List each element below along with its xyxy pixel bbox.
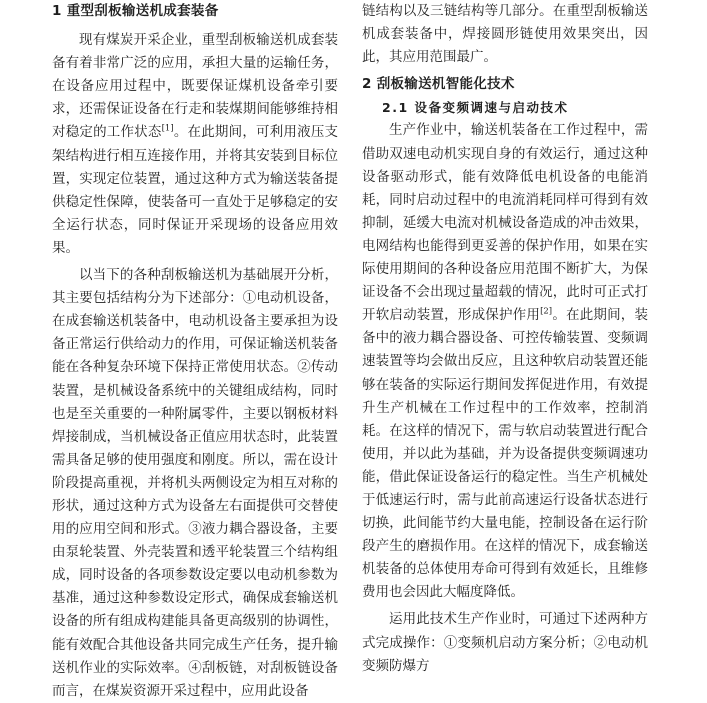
paragraph-frequency <box>362 119 648 604</box>
paragraph-intro <box>52 29 338 260</box>
paragraph-frequency-text: 生产作业中，输送机装备在工作过程中，需借助双速电动机实现自身的有效运行，通过这种设备驱动形式，能有效降低电机设备的电能消耗，同时启动过程中的电流消耗同样可得到有效抑制，延缓大电流对机械设备造成的冲击效果，电网结构也能得到更妥善的保护作用，如果在实际使用期间的各种设备应用范围不断扩大，为保证设备不会出现过量超载的情况，此时可正式打开软启动装置，形成保护作用 <box>362 122 648 324</box>
paragraph-methods: 运用此技术生产作业时，可通过下述两种方式完成操作：①变频机启动方案分析；②电动机变频防爆方 <box>362 611 648 674</box>
paragraph-intro-text: 现有煤炭开采企业，重型刮板输送机成套装备有着非常广泛的应用，承担大量的运输任务，在设备应用过程中，既要保证煤机设备牵引要求，还需保证设备在行走和装煤期间能够维持相对稳定的工作状态 <box>52 32 338 141</box>
paragraph-chain-cont: 链结构以及三链结构等几部分。在重型刮板输送机成套装备中，焊接圆形链使用效果突出，因此，其应用范围最广。 <box>362 3 648 66</box>
subsection-heading-2-1: 2.1 设备变频调速与启动技术 <box>382 100 569 116</box>
right-column <box>362 0 648 678</box>
paragraph-structure: 以当下的各种刮板输送机为基础展开分析，其主要包括结构分为下述部分：①电动机设备，在成套输送机装备中，电动机设备主要承担为设备正常运行供给动力的作用，可保证输送机装备能在各种复杂环境下保持正常使用状态。②传动装置，是机械设备系统中的关键组成结构，同时也是至关重要的一种附属零件，主要以钢板材料焊接制成，当机械设备正值应用状态时，此装置需具备足够的使用强度和刚度。所以，需在设计阶段提高重视，并将机头两侧设定为相互对称的形状，通过这种方式为设备左右面提供可交替使用的应用空间和形式。③液力耦合器设备，主要由泵轮装置、外壳装置和透平轮装置三个结构组成，同时设备的各项参数设定要以电动机参数为基准，通过这种参数设定形式，确保成套输送机设备的所有组成构建能具备更高级别的协调性，能有效配合其他设备共同完成生产任务，提升输送机作业的实际效率。④刮板链，对刮板链设备而言，在煤炭资源开采过程中，应用此设备 <box>52 267 338 699</box>
section-heading-1: 1 重型刮板输送机成套装备 <box>52 3 219 19</box>
left-column <box>52 0 338 703</box>
citation-2: [2] <box>540 306 553 317</box>
paragraph-frequency-text-cont: 。在此期间，装备中的液力耦合器设备、可控传输装置、变频调速装置等均会做出反应，且这种软启动装置还能够在装备的实际运行期间发挥促进作用，有效提升生产机械在工作过程中的工作效率，控制消耗。在这样的情况下，需与软启动装置进行配合使用，并以此为基础，并为设备提供变频调速功能，借此保证设备运行的稳定性。当生产机械处于低速运行时，需与此前高速运行设备状态进行切换，此间能节约大量电能，控制设备在运行阶段产生的磨损作用。在这样的情况下，成套输送机装备的总体使用寿命可得到有效延长，且维修费用也会因此大幅度降低。 <box>362 307 649 601</box>
citation-1: [1] <box>161 123 174 134</box>
section-heading-2: 2 刮板输送机智能化技术 <box>362 76 515 93</box>
paragraph-intro-text-cont: 。在此期间，可利用液压支架结构进行相互连接作用，并将其安装到目标位置，实现定位装置，通过这种方式为输送装备提供稳定性保障，使装备可一直处于足够稳定的安全运行状态，同时保证开采现场的设备应用效果。 <box>52 124 339 256</box>
